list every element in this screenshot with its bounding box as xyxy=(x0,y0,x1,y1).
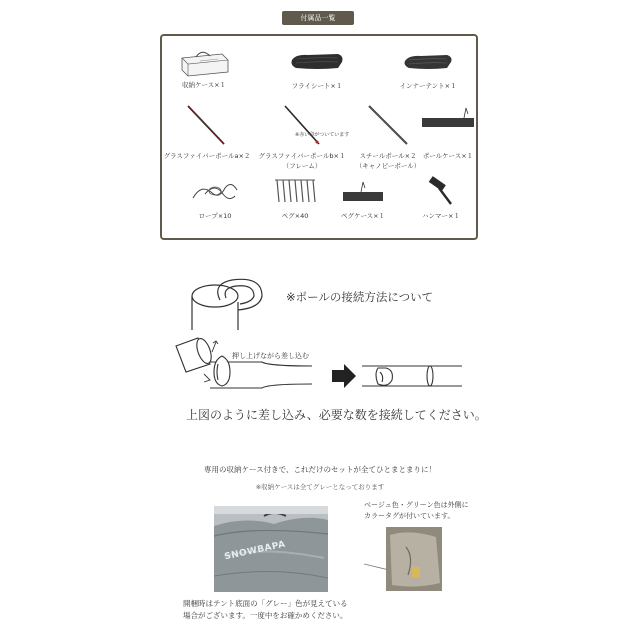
accessory-peg-case xyxy=(328,176,398,220)
accessory-label: ハンマー×１ xyxy=(422,212,460,220)
accessory-label: ペグ×40 xyxy=(281,212,309,220)
accessory-label: グラスファイバーポールb×１ xyxy=(258,152,346,160)
pole-tip-illustration xyxy=(192,279,262,330)
case-headline: 専用の収納ケース付きで、これだけのセットが全てひとまとまりに！ xyxy=(204,465,436,474)
hammer-icon xyxy=(421,176,461,206)
accessories-panel xyxy=(160,34,478,240)
color-tag-photo xyxy=(386,527,442,591)
fly-sheet-icon xyxy=(288,52,346,72)
accessory-label: スチールポール×２ xyxy=(359,152,417,160)
pole-insert-illustration xyxy=(176,337,312,388)
inner-tent-icon xyxy=(401,52,455,72)
pole-case-icon xyxy=(420,102,476,148)
accessory-label: インナーテント×１ xyxy=(399,82,457,90)
accessories-header: 付属品一覧 xyxy=(282,11,354,25)
accessory-inner-tent xyxy=(388,52,468,90)
accessory-pegs xyxy=(260,176,330,220)
accessory-pole-case xyxy=(416,102,480,160)
fiberglass-pole-a-icon xyxy=(182,102,232,148)
accessory-sublabel: （キャノピーポール） xyxy=(355,162,421,170)
accessory-rope xyxy=(180,176,250,220)
accessory-fiberglass-pole-a xyxy=(162,102,252,160)
accessory-label: 収納ケース×１ xyxy=(181,81,227,89)
peg-case-icon xyxy=(339,176,387,206)
push-insert-label: 押し上げながら差し込む xyxy=(232,352,309,360)
bag-print-text: SNOWBAPA xyxy=(223,539,287,563)
case-color-note: ※収納ケースは全てグレーとなっております xyxy=(255,483,385,491)
steel-pole-icon xyxy=(363,102,413,148)
accessory-storage-bag xyxy=(174,48,234,89)
pole-connection-title: ※ポールの接続方法について xyxy=(286,290,434,304)
arrow-right-icon xyxy=(332,364,356,388)
accessory-label: ポールケース×１ xyxy=(422,152,474,160)
pegs-icon xyxy=(273,176,317,206)
storage-bag-photo xyxy=(214,506,328,592)
pole-b-red-mark-note: ※赤い印がついています xyxy=(295,132,350,138)
accessory-label: グラスファイバーポールa×２ xyxy=(163,152,251,160)
rope-icon xyxy=(187,176,243,206)
pole-connection-description: 上図のように差し込み、必要な数を接続してください。 xyxy=(186,408,487,422)
fiberglass-pole-b-icon xyxy=(277,102,327,148)
unpacking-note: 開梱時はテント底面の「グレー」色が見えている 場合がございます。一度中をお確かめください。 xyxy=(183,599,348,620)
accessory-hammer xyxy=(406,176,476,220)
accessory-sublabel: （フレーム） xyxy=(282,162,322,170)
color-tag-note: ベージュ色・グリーン色は外側に カラータグが付いています。 xyxy=(364,501,469,520)
accessory-label: ロープ×10 xyxy=(198,212,232,220)
storage-bag-icon xyxy=(178,48,230,78)
accessory-fly-sheet xyxy=(280,52,354,90)
accessory-label: ペグケース×１ xyxy=(340,212,386,220)
accessory-label: フライシート×１ xyxy=(291,82,343,90)
pole-connected-illustration xyxy=(362,366,462,386)
